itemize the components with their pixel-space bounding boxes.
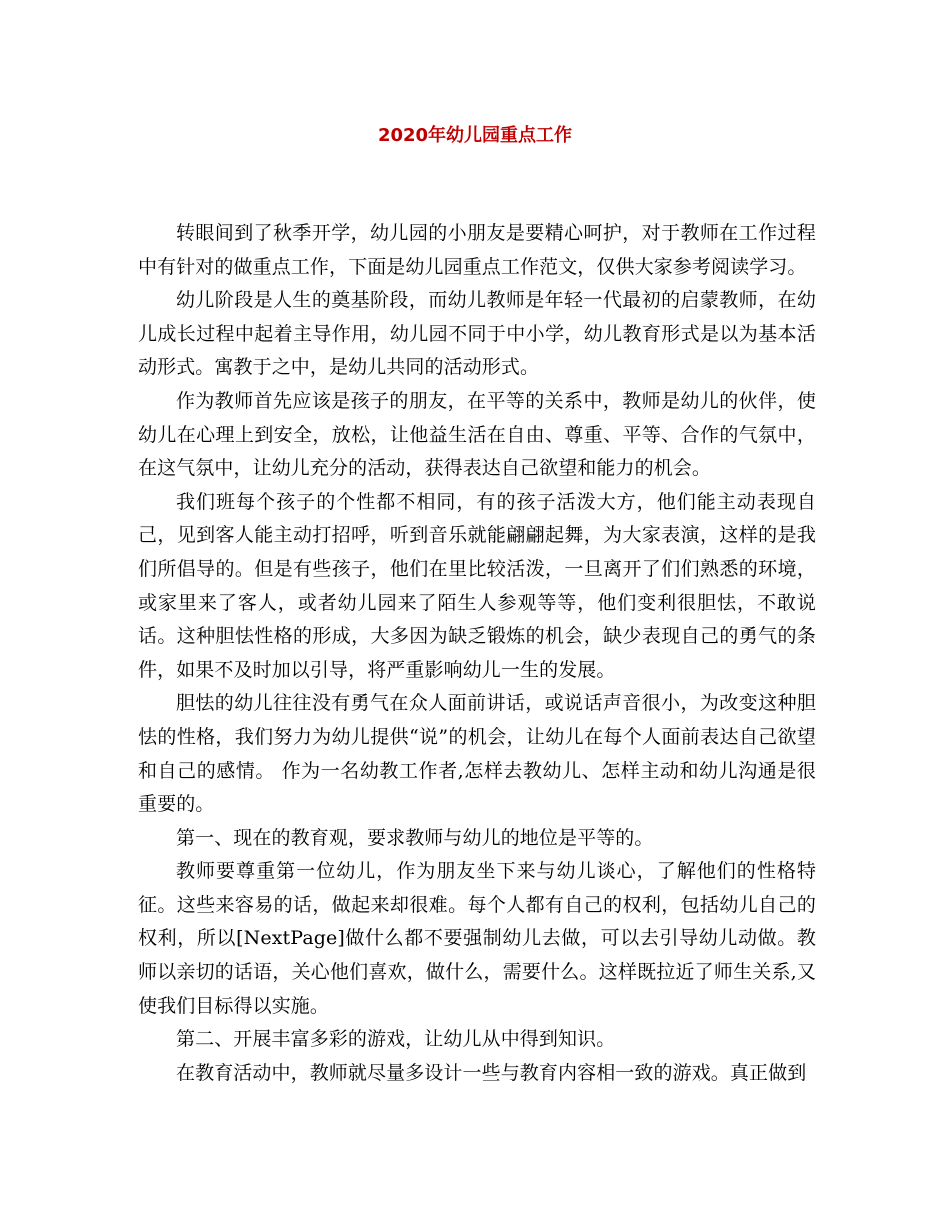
paragraph-point-two-heading: 第二、开展丰富多彩的游戏，让幼儿从中得到知识。 bbox=[176, 1028, 616, 1051]
paragraph-teacher-as-friend: 作为教师首先应该是孩子的朋友，在平等的关系中，教师是幼儿的伙伴，使幼儿在心理上到安全，放松，让他益生活在自由、尊重、平等、合作的气氛中，在这气氛中，让幼儿充分的活动，获得表达自己欲望和能力的机会。 bbox=[138, 389, 816, 480]
paragraph-respect-children: 教师要尊重第一位幼儿，作为朋友坐下来与幼儿谈心，了解他们的性格特征。这些来容易的话，做起来却很难。每个人都有自己的权利，包括幼儿自己的权利，所以[NextPage]做什么都不要强制幼儿去做，可以去引导幼儿动做。教师以亲切的话语，关心他们喜欢，做什么，需要什么。这样既拉近了师生关系,又使我们目标得以实施。 bbox=[138, 860, 816, 1017]
paragraph-foundation-stage: 幼儿阶段是人生的奠基阶段，而幼儿教师是年轻一代最初的启蒙教师，在幼儿成长过程中起着主导作用，幼儿园不同于中小学，幼儿教育形式是以为基本活动形式。寓教于之中，是幼儿共同的活动形式。 bbox=[138, 289, 816, 379]
paragraph-point-one-heading: 第一、现在的教育观，要求教师与幼儿的地位是平等的。 bbox=[176, 826, 654, 849]
paragraph-timid-children: 胆怯的幼儿往往没有勇气在众人面前讲话，或说话声音很小，为改变这种胆怯的性格，我们努力为幼儿提供“说”的机会，让幼儿在每个人面前表达自己欲望和自己的感情。 作为一名幼教工作者,怎样去教幼儿、怎样主动和幼儿沟通是很重要的。 bbox=[138, 692, 816, 816]
paragraph-child-personalities: 我们班每个孩子的个性都不相同，有的孩子活泼大方，他们能主动表现自己，见到客人能主动打招呼，听到音乐就能翩翩起舞，为大家表演，这样的是我们所倡导的。但是有些孩子，他们在里比较活泼，一旦离开了们们熟悉的环境，或家里来了客人，或者幼儿园来了陌生人参观等等，他们变利很胆怯，不敢说话。这种胆怯性格的形成，大多因为缺乏锻炼的机会，缺少表现自己的勇气的条件，如果不及时加以引导，将严重影响幼儿一生的发展。 bbox=[138, 490, 816, 681]
paragraph-educational-games: 在教育活动中，教师就尽量多设计一些与教育内容相一致的游戏。真正做到 bbox=[176, 1061, 807, 1084]
document-title: 2020年幼儿园重点工作 bbox=[377, 125, 573, 146]
paragraph-intro: 转眼间到了秋季开学，幼儿园的小朋友是要精心呵护，对于教师在工作过程中有针对的做重点工作，下面是幼儿园重点工作范文，仅供大家参考阅读学习。 bbox=[138, 222, 816, 278]
document-body bbox=[138, 217, 816, 1090]
